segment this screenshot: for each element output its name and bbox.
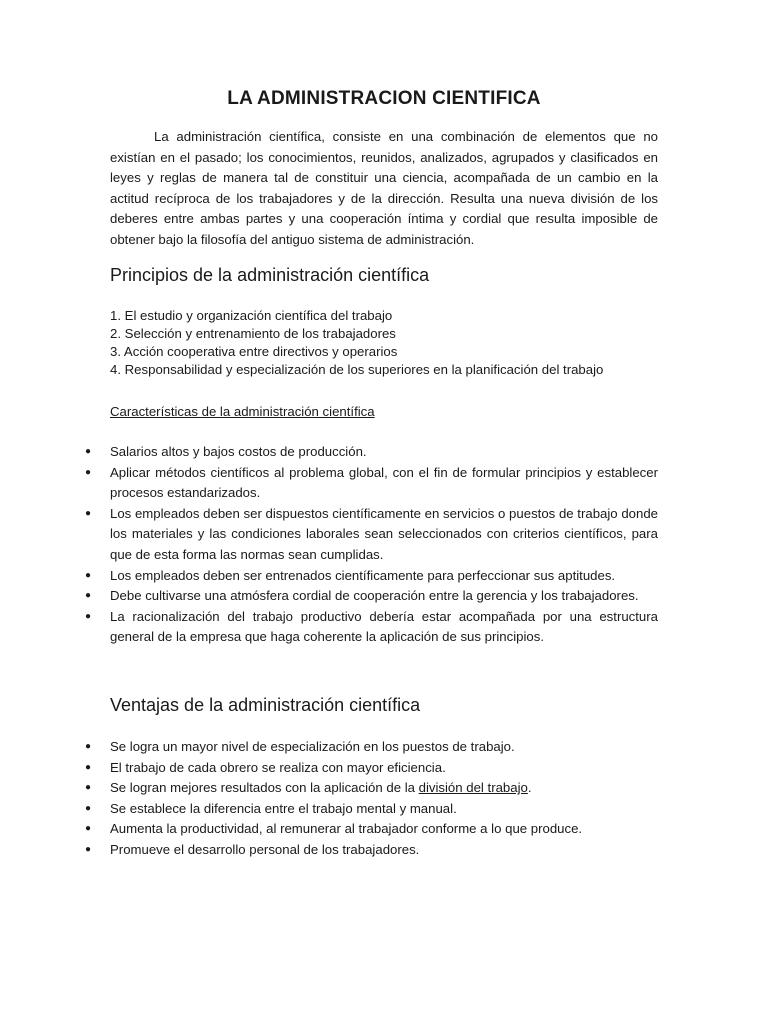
document-title: LA ADMINISTRACION CIENTIFICA — [227, 88, 541, 109]
bullet-icon: ● — [85, 741, 92, 752]
bullet-icon: ● — [85, 569, 92, 581]
list-item-prefix: Se logran mejores resultados con la aplicación de la — [110, 780, 419, 796]
list-item-text — [110, 780, 532, 795]
division-trabajo-link[interactable]: división del trabajo — [418, 780, 528, 796]
list-item — [82, 463, 658, 504]
bullet-icon: ● — [85, 843, 92, 855]
principio-item: 3. Acción cooperativa entre directivos y operarios — [110, 344, 398, 359]
list-item — [82, 737, 658, 758]
list-item — [82, 778, 658, 799]
principios-list — [110, 307, 670, 379]
ventajas-list — [82, 737, 658, 861]
list-item — [82, 566, 658, 587]
bullet-icon: ● — [85, 761, 92, 773]
list-item — [82, 799, 658, 820]
list-item-text: La racionalización del trabajo productivo debería estar acompañada por una estructura general de la empresa que haga coherente la aplicación de sus principios. — [110, 608, 658, 645]
caracteristicas-heading: Características de la administración científica — [110, 404, 375, 419]
ventajas-heading: Ventajas de la administración científica — [110, 695, 421, 715]
list-item-text: Se establece la diferencia entre el trabajo mental y manual. — [110, 800, 457, 816]
bullet-icon: ● — [85, 802, 92, 814]
bullet-icon: ● — [85, 507, 92, 519]
list-item-suffix: . — [527, 780, 532, 796]
list-item-text: Aplicar métodos científicos al problema global, con el fin de formular principios y establecer procesos estandarizados. — [110, 464, 658, 501]
intro-paragraph: La administración científica, consiste en una combinación de elementos que no existían en el pasado; los conocimientos, reunidos, analizados, agrupados y clasificados en leyes y reglas de manera tal de constituir una ciencia, acompañada de un cambio en la actitud recíproca de los trabajadores y de la dirección. Resulta una nueva división de los deberes entre ambas partes y una cooperación íntima y cordial que resulta imposible de obtener bajo la filosofía del antiguo sistema de administración. — [110, 129, 658, 247]
bullet-icon: ● — [85, 446, 92, 457]
list-item-text: Salarios altos y bajos costos de producción. — [110, 444, 367, 459]
list-item-text: Se logra un mayor nivel de especialización en los puestos de trabajo. — [110, 739, 515, 754]
list-item — [82, 819, 658, 840]
caracteristicas-list — [82, 442, 658, 648]
principio-item: 2. Selección y entrenamiento de los trabajadores — [110, 326, 396, 341]
list-item — [82, 504, 658, 566]
list-item — [82, 758, 658, 779]
principio-item: 1. El estudio y organización científica del trabajo — [110, 308, 393, 323]
bullet-icon: ● — [85, 610, 92, 622]
list-item-text: Los empleados deben ser dispuestos científicamente en servicios o puestos de trabajo donde los materiales y las condiciones laborales sean seleccionados con criterios científicos, para que de esta forma las normas sean cumplidas. — [110, 505, 658, 562]
list-item-text: Los empleados deben ser entrenados científicamente para perfeccionar sus aptitudes. — [110, 567, 616, 583]
principios-heading: Principios de la administración científica — [110, 265, 430, 285]
list-item — [82, 840, 658, 861]
bullet-icon: ● — [85, 466, 92, 478]
list-item — [82, 607, 658, 648]
list-item — [82, 586, 658, 607]
list-item-text: El trabajo de cada obrero se realiza con mayor eficiencia. — [110, 759, 446, 775]
bullet-icon: ● — [85, 590, 92, 602]
list-item — [82, 442, 658, 463]
bullet-icon: ● — [85, 823, 92, 835]
list-item-text: Aumenta la productividad, al remunerar al trabajador conforme a lo que produce. — [110, 821, 583, 837]
list-item-text: Promueve el desarrollo personal de los trabajadores. — [110, 841, 420, 857]
principio-item: 4. Responsabilidad y especialización de los superiores en la planificación del trabajo — [110, 362, 604, 377]
bullet-icon: ● — [85, 782, 92, 794]
list-item-text: Debe cultivarse una atmósfera cordial de cooperación entre la gerencia y los trabajadores. — [110, 588, 639, 604]
